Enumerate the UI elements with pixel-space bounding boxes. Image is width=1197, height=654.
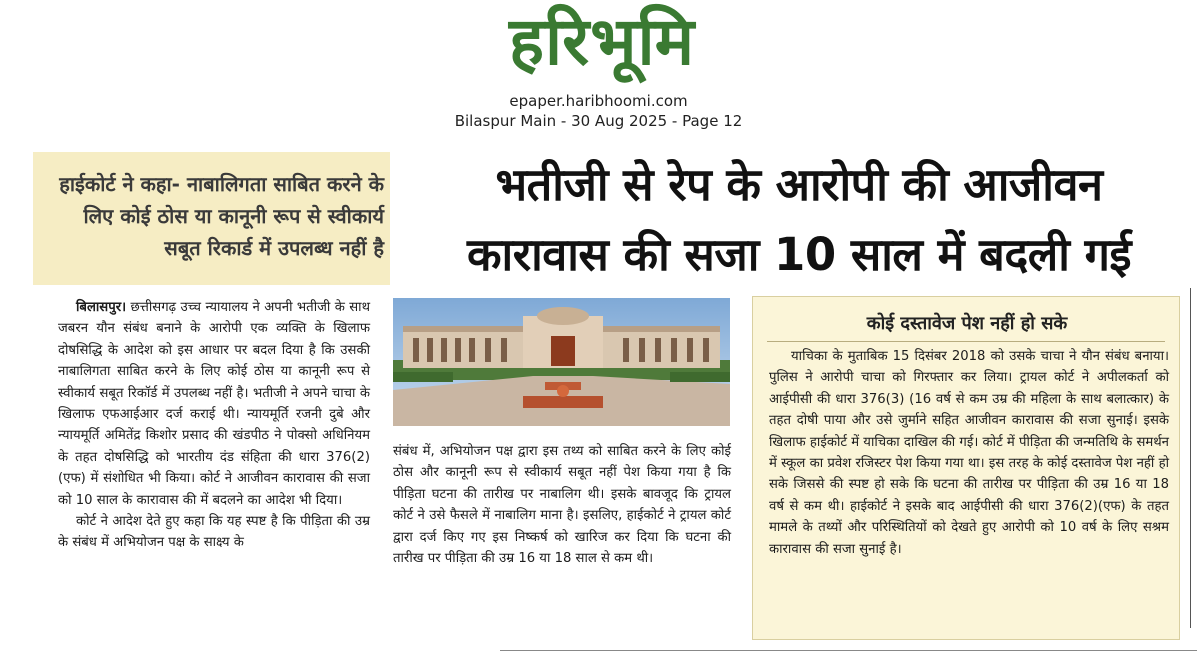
high-court-building-photo bbox=[393, 298, 730, 426]
kicker-text: हाईकोर्ट ने कहा- नाबालिगता साबित करने के लिए कोई ठोस या कानूनी रूप से स्वीकार्य सबूत रिकार्ड में उपलब्ध नहीं है bbox=[59, 172, 384, 260]
haribhoomi-logo: हरिभूमि bbox=[508, 3, 696, 80]
article-column-1 bbox=[58, 297, 370, 554]
edition-line: Bilaspur Main - 30 Aug 2025 - Page 12 bbox=[454, 112, 743, 130]
masthead bbox=[0, 0, 1197, 140]
photo-illustration bbox=[393, 298, 730, 426]
footer-divider bbox=[500, 650, 1197, 651]
kicker-box bbox=[33, 152, 390, 285]
sidebar-box bbox=[752, 296, 1180, 640]
page-edge-divider bbox=[1190, 288, 1191, 628]
sidebar-body bbox=[769, 346, 1169, 560]
article-paragraph-1 bbox=[58, 297, 370, 511]
sidebar-paragraph: याचिका के मुताबिक 15 दिसंबर 2018 को उसके चाचा ने यौन संबंध बनाया। पुलिस ने आरोपी चाचा को गिरफ्तार कर लिया। ट्रायल कोर्ट ने अपीलकर्ता को आईपीसी की धारा 376(3) (16 वर्ष से कम उम्र की महिला के साथ बलात्कार) के तहत दोषी पाया और उसे जुर्माने सहित आजीवन कारावास की सजा सुनाई। इसके खिलाफ हाईकोर्ट में याचिका दाखिल की गई। कोर्ट में पीड़िता की जन्मतिथि के समर्थन में स्कूल का प्रवेश रजिस्टर पेश किया गया था। इस तरह के कोई दस्तावेज पेश नहीं हो सके जिससे की स्पष्ट हो सके कि घटना की तारीख पर पीड़िता की उम्र 16 या 18 वर्ष से कम थी। हाईकोर्ट ने इसके बाद आईपीसी की धारा 376(2)(एफ) के तहत मामले के तथ्यों और परिस्थितियों को देखते हुए आरोपी को 10 वर्ष के लिए सश्रम कारावास की सजा सुनाई है। bbox=[769, 349, 1169, 557]
headline bbox=[404, 150, 1194, 300]
sidebar-title: कोई दस्तावेज पेश नहीं हो सके bbox=[866, 313, 1068, 334]
headline-line-1: भतीजी से रेप के आरोपी की आजीवन bbox=[495, 158, 1103, 211]
article-paragraph-1-text: छत्तीसगढ़ उच्च न्यायालय ने अपनी भतीजी के साथ जबरन यौन संबंध बनाने के आरोपी एक व्यक्ति के खिलाफ दोषसिद्धि के आदेश को इस आधार पर बदल दिया है कि उसकी नाबालिगता साबित करने के लिए कोई ठोस या कानूनी रूप से स्वीकार्य सबूत रिकॉर्ड में उपलब्ध नहीं है। भतीजी ने अपने चाचा के खिलाफ एफआईआर दर्ज कराई थी। न्यायमूर्ति रजनी दुबे और न्यायमूर्ति अमितेंद्र किशोर प्रसाद की खंडपीठ ने पोक्सो अधिनियम के तहत दोषसिद्धि को भारतीय दंड संहिता की धारा 376(2)(एफ) में संशोधित भी किया। कोर्ट ने आजीवन कारावास की सजा को 10 साल के कारावास की में बदलने का आदेश भी दिया। bbox=[58, 300, 371, 508]
headline-line-2: कारावास की सजा 10 साल में बदली गई bbox=[466, 228, 1132, 281]
article-paragraph-2: कोर्ट ने आदेश देते हुए कहा कि यह स्पष्ट है कि पीड़िता की उम्र के संबंध में अभियोजन पक्ष के साक्ष्य के bbox=[58, 514, 370, 551]
epaper-url: epaper.haribhoomi.com bbox=[509, 92, 688, 110]
article-column-2 bbox=[393, 441, 731, 569]
dateline: बिलासपुर। bbox=[76, 300, 127, 315]
article-paragraph-3: संबंध में, अभियोजन पक्ष द्वारा इस तथ्य को साबित करने के लिए कोई ठोस और कानूनी रूप से स्वीकार्य सबूत नहीं पेश किया गया है कि पीड़िता घटना की तारीख पर नाबालिग थी। इसके बावजूद कि ट्रायल कोर्ट ने उसे फैसले में नाबालिग माना है। इसलिए, हाईकोर्ट ने ट्रायल कोर्ट द्वारा दर्ज किए गए इस निष्कर्ष को खारिज कर दिया कि घटना की तारीख पर पीड़िता की उम्र 16 या 18 साल से कम थी। bbox=[393, 444, 731, 567]
sidebar-divider bbox=[767, 341, 1165, 342]
